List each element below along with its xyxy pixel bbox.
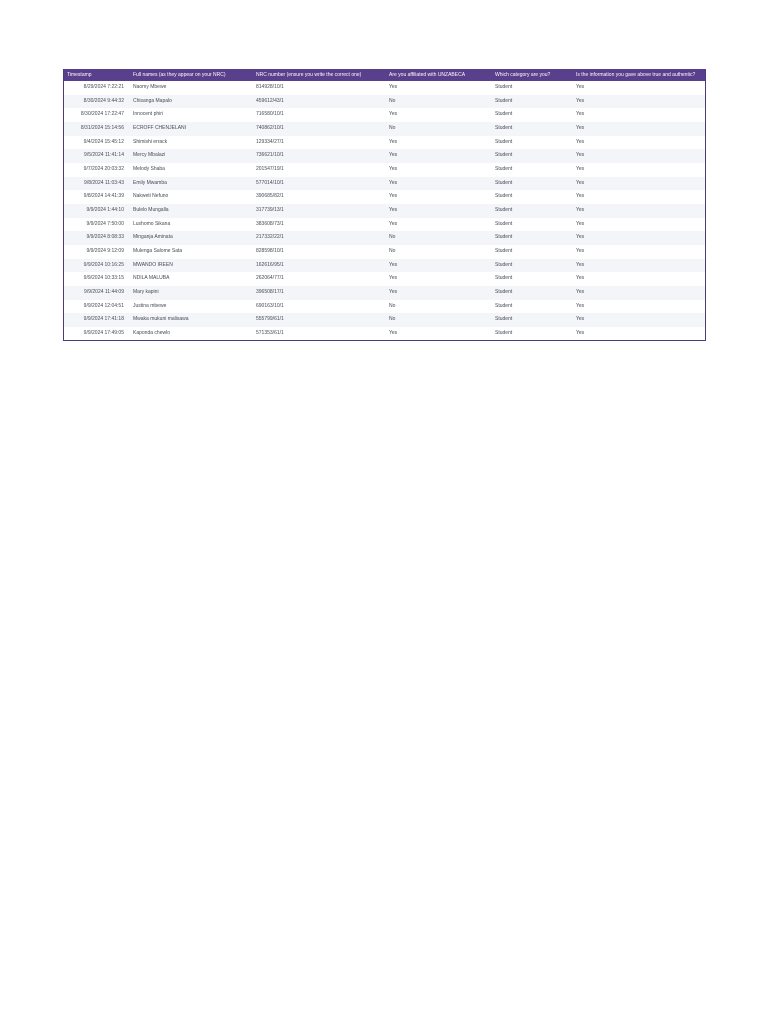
- responses-table: [64, 69, 706, 340]
- true-authentic-cell: Yes: [576, 329, 585, 336]
- category-cell: Student: [495, 138, 513, 145]
- affiliated-cell: Yes: [389, 84, 398, 90]
- affiliated-cell: Yes: [389, 179, 398, 186]
- nrc-number-cell: 201547/19/1: [256, 165, 284, 172]
- table-body: [64, 81, 706, 340]
- category-cell: Student: [495, 247, 513, 254]
- nrc-number-cell: 740862/10/1: [256, 124, 284, 131]
- category-cell: Student: [495, 179, 513, 186]
- category-cell: Student: [495, 234, 513, 241]
- full-name-cell: Chisanga Mapalo: [133, 97, 172, 104]
- category-cell: Student: [495, 165, 513, 172]
- table-row: [64, 313, 706, 327]
- affiliated-cell: Yes: [389, 329, 398, 336]
- category-cell: Student: [495, 261, 513, 268]
- true-authentic-cell: Yes: [576, 179, 585, 186]
- nrc-number-cell: 577014/10/1: [256, 179, 284, 186]
- timestamp-cell: 9/5/2024 11:41:14: [84, 152, 124, 159]
- nrc-number-cell: 162616/95/1: [256, 261, 284, 268]
- true-authentic-cell: Yes: [576, 165, 585, 172]
- affiliated-cell: No: [389, 124, 396, 131]
- nrc-number-cell: 736621/10/1: [256, 152, 284, 159]
- true-authentic-cell: Yes: [576, 316, 585, 323]
- table-row: [64, 190, 706, 204]
- true-authentic-cell: Yes: [576, 275, 585, 282]
- full-name-cell: Melody Shaba: [133, 165, 165, 172]
- col-full-names-header: Full names (as they appear on your NRC): [133, 72, 226, 78]
- full-name-cell: NDILA MALUBA: [133, 275, 170, 282]
- affiliated-cell: No: [389, 316, 396, 323]
- timestamp-cell: 8/30/2024 9:44:32: [83, 97, 124, 104]
- affiliated-cell: Yes: [389, 206, 398, 213]
- timestamp-cell: 9/9/2024 1:44:10: [86, 206, 124, 213]
- true-authentic-cell: Yes: [576, 302, 585, 309]
- table-row: [64, 163, 706, 177]
- timestamp-cell: 9/9/2024 10:16:25: [83, 261, 124, 268]
- table-row: [64, 108, 706, 122]
- nrc-number-cell: 390685/82/1: [256, 193, 284, 200]
- category-cell: Student: [495, 220, 513, 227]
- affiliated-cell: Yes: [389, 152, 398, 159]
- table-row: [64, 81, 706, 95]
- affiliated-cell: Yes: [389, 261, 398, 268]
- timestamp-cell: 8/31/2024 15:14:56: [80, 124, 124, 131]
- affiliated-cell: Yes: [389, 165, 398, 172]
- true-authentic-cell: Yes: [576, 234, 585, 241]
- table-row: [64, 272, 706, 286]
- affiliated-cell: No: [389, 234, 396, 241]
- timestamp-cell: 9/7/2024 20:03:32: [83, 165, 124, 172]
- affiliated-cell: Yes: [389, 220, 398, 227]
- table-row: [64, 95, 706, 109]
- nrc-number-cell: 716580/10/1: [256, 111, 284, 118]
- affiliated-cell: No: [389, 97, 396, 104]
- category-cell: Student: [495, 316, 513, 323]
- affiliated-cell: No: [389, 247, 396, 254]
- col-category-header: Which category are you?: [495, 72, 551, 78]
- full-name-cell: Mwaka mukuni malisawa: [133, 316, 189, 323]
- full-name-cell: Shimishi errack: [133, 138, 168, 145]
- true-authentic-cell: Yes: [576, 84, 585, 90]
- affiliated-cell: Yes: [389, 193, 398, 200]
- table-row: [64, 136, 706, 150]
- category-cell: Student: [495, 302, 513, 309]
- full-name-cell: Minganja Aminata: [133, 234, 173, 241]
- table-row: [64, 300, 706, 314]
- full-name-cell: Kaponda chewlo: [133, 329, 170, 336]
- table-row: [64, 122, 706, 136]
- full-name-cell: Naomy Mbewe: [133, 84, 167, 90]
- nrc-number-cell: 555799/61/1: [256, 316, 284, 323]
- nrc-number-cell: 396508/17/1: [256, 288, 284, 295]
- full-name-cell: Emily Mwamba: [133, 179, 167, 186]
- col-nrc-number-header: NRC number (ensure you write the correct one): [256, 72, 362, 78]
- nrc-number-cell: 571353/61/1: [256, 329, 284, 336]
- timestamp-cell: 9/9/2024 12:04:51: [83, 302, 124, 309]
- true-authentic-cell: Yes: [576, 193, 585, 200]
- full-name-cell: Mulenga Salome Sata: [133, 247, 183, 254]
- full-name-cell: Bulelo Mungalla: [133, 206, 169, 213]
- true-authentic-cell: Yes: [576, 152, 585, 159]
- true-authentic-cell: Yes: [576, 247, 585, 254]
- true-authentic-cell: Yes: [576, 261, 585, 268]
- timestamp-cell: 9/9/2024 10:33:15: [83, 275, 124, 282]
- full-name-cell: Justina mbewe: [133, 302, 167, 309]
- nrc-number-cell: 317739/13/1: [256, 206, 284, 213]
- nrc-number-cell: 129334/27/1: [256, 138, 284, 145]
- true-authentic-cell: Yes: [576, 206, 585, 213]
- full-name-cell: Lushomo Sikana: [133, 220, 171, 227]
- col-true-authentic-header: Is the information you gave above true and authentic?: [576, 72, 696, 78]
- affiliated-cell: Yes: [389, 288, 398, 295]
- true-authentic-cell: Yes: [576, 111, 585, 118]
- timestamp-cell: 8/30/2024 17:22:47: [80, 111, 124, 118]
- category-cell: Student: [495, 193, 513, 200]
- full-name-cell: Nakweti Nefuno: [133, 193, 169, 200]
- table-header: [64, 69, 706, 81]
- full-name-cell: ECROFF CHENJELANI: [133, 124, 187, 131]
- col-timestamp-header: Timestamp: [67, 72, 92, 78]
- table-row: [64, 204, 706, 218]
- timestamp-cell: 9/9/2024 9:12:09: [86, 247, 124, 254]
- timestamp-cell: 9/8/2024 11:03:43: [84, 179, 124, 186]
- table-row: [64, 259, 706, 273]
- true-authentic-cell: Yes: [576, 138, 585, 145]
- true-authentic-cell: Yes: [576, 97, 585, 104]
- category-cell: Student: [495, 329, 513, 336]
- table-row: [64, 327, 706, 341]
- category-cell: Student: [495, 124, 513, 131]
- responses-table-container: [63, 69, 706, 341]
- nrc-number-cell: 828598/10/1: [256, 247, 284, 254]
- table-row: [64, 149, 706, 163]
- nrc-number-cell: 690163/10/1: [256, 302, 284, 309]
- timestamp-cell: 9/4/2024 15:45:12: [83, 138, 124, 145]
- full-name-cell: Innocent phiri: [133, 111, 164, 118]
- full-name-cell: Mary kapini: [133, 288, 159, 295]
- category-cell: Student: [495, 288, 513, 295]
- true-authentic-cell: Yes: [576, 220, 585, 227]
- nrc-number-cell: 262064/77/1: [256, 275, 284, 282]
- category-cell: Student: [495, 84, 513, 90]
- nrc-number-cell: 383608/73/1: [256, 220, 284, 227]
- full-name-cell: Mercy Mbalazi: [133, 152, 166, 159]
- nrc-number-cell: 814928/10/1: [256, 84, 284, 90]
- category-cell: Student: [495, 206, 513, 213]
- nrc-number-cell: 217332/22/1: [256, 234, 284, 241]
- timestamp-cell: 9/9/2024 11:44:09: [84, 288, 124, 295]
- timestamp-cell: 9/9/2024 8:08:33: [86, 234, 124, 241]
- full-name-cell: MWANDO IREEN: [133, 261, 173, 268]
- timestamp-cell: 9/8/2024 14:41:39: [83, 193, 124, 200]
- table-row: [64, 218, 706, 232]
- nrc-number-cell: 459612/43/1: [256, 97, 284, 104]
- table-row: [64, 286, 706, 300]
- affiliated-cell: Yes: [389, 275, 398, 282]
- affiliated-cell: Yes: [389, 111, 398, 118]
- true-authentic-cell: Yes: [576, 288, 585, 295]
- header-row: [64, 69, 706, 81]
- col-affiliated-header: Are you affiliated with UNZABECA: [389, 72, 466, 78]
- affiliated-cell: No: [389, 302, 396, 309]
- timestamp-cell: 9/9/2024 17:41:18: [83, 316, 124, 323]
- category-cell: Student: [495, 275, 513, 282]
- table-row: [64, 245, 706, 259]
- affiliated-cell: Yes: [389, 138, 398, 145]
- category-cell: Student: [495, 111, 513, 118]
- true-authentic-cell: Yes: [576, 124, 585, 131]
- category-cell: Student: [495, 97, 513, 104]
- category-cell: Student: [495, 152, 513, 159]
- timestamp-cell: 9/9/2024 17:49:05: [83, 329, 124, 336]
- table-row: [64, 177, 706, 191]
- table-row: [64, 231, 706, 245]
- timestamp-cell: 8/29/2024 7:22:21: [83, 84, 124, 90]
- timestamp-cell: 9/9/2024 7:50:00: [86, 220, 124, 227]
